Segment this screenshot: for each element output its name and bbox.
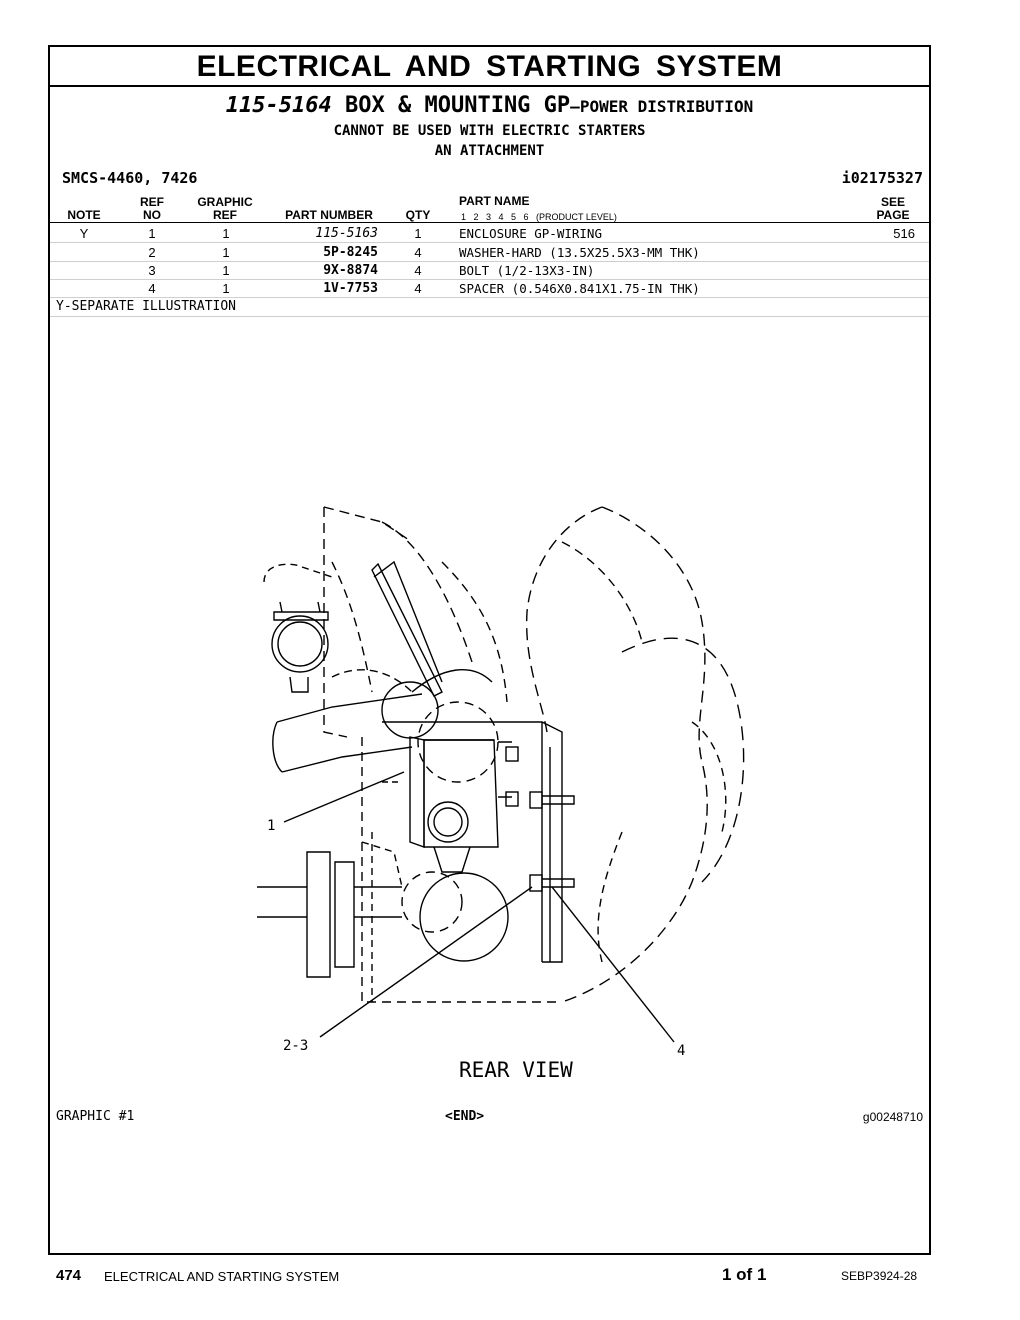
page-footer xyxy=(0,1262,1020,1292)
section-title: ELECTRICAL AND STARTING SYSTEM xyxy=(50,49,929,87)
cell-ref-no: 3 xyxy=(148,263,156,278)
cell-ref-no: 4 xyxy=(148,281,156,296)
page-number: 474 xyxy=(56,1267,82,1284)
graphic-label: GRAPHIC #1 xyxy=(56,1109,135,1124)
cell-part-number: 1V-7753 xyxy=(323,281,378,296)
cell-part-name: SPACER (0.546X0.841X1.75-IN THK) xyxy=(459,281,700,296)
view-label: REAR VIEW xyxy=(459,1058,573,1082)
cell-part-name: WASHER-HARD (13.5X25.5X3-MM THK) xyxy=(459,245,700,260)
cell-graphic-ref: 1 xyxy=(222,281,230,296)
header-ref-no-line2: NO xyxy=(143,208,161,222)
cell-graphic-ref: 1 xyxy=(222,245,230,260)
group-subtitle: POWER DISTRIBUTION xyxy=(579,97,754,116)
smcs-code: SMCS-4460, 7426 xyxy=(62,169,198,187)
cell-qty: 4 xyxy=(414,281,422,296)
group-note-2: AN ATTACHMENT xyxy=(434,143,545,159)
group-name: BOX & MOUNTING GP xyxy=(345,93,571,118)
header-graphic-ref-line2: REF xyxy=(213,208,237,222)
cell-see-page: 516 xyxy=(893,226,915,241)
cell-graphic-ref: 1 xyxy=(222,263,230,278)
page-of-count: 1 of 1 xyxy=(722,1265,767,1284)
cell-note: Y xyxy=(79,226,89,241)
end-label: <END> xyxy=(445,1109,485,1124)
document-number: SEBP3924-28 xyxy=(841,1269,918,1283)
cell-graphic-ref: 1 xyxy=(222,226,230,241)
cell-part-number: 9X-8874 xyxy=(323,263,378,278)
callout-1: 1 xyxy=(267,818,276,834)
header-see-page-line1: SEE xyxy=(880,195,905,209)
header-ref-no-line1: REF xyxy=(140,195,164,209)
footer-section: ELECTRICAL AND STARTING SYSTEM xyxy=(104,1269,340,1284)
footnote: Y-SEPARATE ILLUSTRATION xyxy=(56,299,237,314)
exploded-illustration xyxy=(50,47,933,1097)
cell-qty: 1 xyxy=(414,226,422,241)
callout-4: 4 xyxy=(677,1043,686,1059)
graphic-id: g00248710 xyxy=(862,1110,923,1124)
callout-2-3: 2-3 xyxy=(283,1038,309,1054)
cell-qty: 4 xyxy=(414,263,422,278)
cell-part-name: ENCLOSURE GP-WIRING xyxy=(459,226,602,241)
header-part-name: PART NAME xyxy=(459,194,530,208)
cell-part-name: BOLT (1/2-13X3-IN) xyxy=(459,263,595,278)
ident-code: i02175327 xyxy=(841,169,923,187)
group-number: 115-5164 xyxy=(225,93,332,118)
group-dash: – xyxy=(570,97,580,116)
header-graphic-ref-line1: GRAPHIC xyxy=(197,195,253,209)
header-note: NOTE xyxy=(67,208,101,222)
cell-qty: 4 xyxy=(414,245,422,260)
header-part-number: PART NUMBER xyxy=(285,208,373,222)
cell-ref-no: 1 xyxy=(148,226,156,241)
cell-part-number: 115-5163 xyxy=(315,226,378,241)
header-qty: QTY xyxy=(405,208,431,222)
header-see-page-line2: PAGE xyxy=(876,208,910,222)
page-frame xyxy=(48,45,931,1255)
cell-part-number: 5P-8245 xyxy=(323,245,378,260)
cell-ref-no: 2 xyxy=(148,245,156,260)
group-note-1: CANNOT BE USED WITH ELECTRIC STARTERS xyxy=(333,123,646,139)
header-product-levels: 1 2 3 4 5 6 (PRODUCT LEVEL) xyxy=(461,212,617,222)
